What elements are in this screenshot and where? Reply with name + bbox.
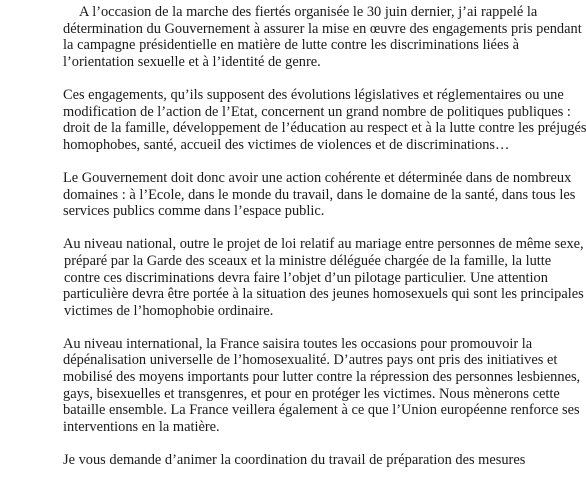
paragraph-niveau-national — [63, 236, 584, 319]
text-line: interventions en la matière. — [63, 418, 220, 435]
paragraph-gouvernement — [63, 169, 576, 220]
text-line: Au niveau national, outre le projet de loi relatif au mariage entre personnes de même sexe, — [63, 236, 584, 253]
text-line: domaines : à l’Ecole, dans le monde du travail, dans le domaine de la santé, dans tous les — [63, 186, 576, 203]
text-line: services publics comme dans l’espace public. — [63, 203, 325, 220]
text-line: modification de l’action de l’Etat, concernent un grand nombre de politiques publiques : — [63, 103, 571, 120]
text-line: contre ces discriminations devra faire l’objet d’un pilotage particulier. Une attention — [64, 269, 548, 286]
text-line: Ces engagements, qu’ils supposent des évolutions législatives et réglementaires ou une — [63, 86, 564, 103]
text-line: dépénalisation universelle de l’homosexualité. D’autres pays ont pris des initiatives et — [63, 352, 558, 369]
text-line: l’orientation sexuelle et à l’identité de genre. — [63, 53, 321, 70]
text-line: gays, bisexuelles et transgenres, et pour en protéger les victimes. Nous mènerons cette — [63, 385, 560, 402]
text-line: mobilisé des moyens importants pour lutter contre la répression des personnes lesbiennes, — [63, 369, 581, 386]
text-line: Au niveau international, la France saisira toutes les occasions pour promouvoir la — [63, 335, 533, 352]
text-line: particulière devra être portée à la situation des jeunes homosexuels qui sont les principales — [63, 286, 584, 303]
letter-body — [63, 4, 586, 485]
text-line: détermination du Gouvernement à assurer la mise en œuvre des engagements pris pendant — [63, 20, 582, 37]
text-line: préparé par la Garde des sceaux et la ministre déléguée chargée de la famille, la lutte — [64, 252, 552, 269]
text-line: la campagne présidentielle en matière de lutte contre les discriminations liées à — [63, 37, 519, 54]
text-line: Je vous demande d’animer la coordination du travail de préparation des mesures — [63, 452, 526, 469]
paragraph-marche-des-fiertes — [63, 4, 582, 70]
text-line: Le Gouvernement doit donc avoir une action cohérente et déterminée dans de nombreux — [63, 169, 572, 186]
text-line: A l’occasion de la marche des fiertés organisée le 30 juin dernier, j’ai rappelé la — [79, 4, 538, 20]
paragraph-coordination — [63, 452, 526, 469]
text-line: droit de la famille, développement de l’éducation au respect et à la lutte contre les préjugés — [63, 120, 586, 137]
paragraph-engagements — [63, 86, 586, 153]
text-line: homophobes, santé, accueil des victimes de violences et de discriminations… — [63, 136, 510, 153]
text-line: bataille ensemble. La France veillera également à ce que l’Union européenne renforce ses — [63, 402, 580, 419]
paragraph-niveau-international — [63, 335, 581, 436]
text-line: victimes de l’homophobie ordinaire. — [64, 302, 274, 319]
